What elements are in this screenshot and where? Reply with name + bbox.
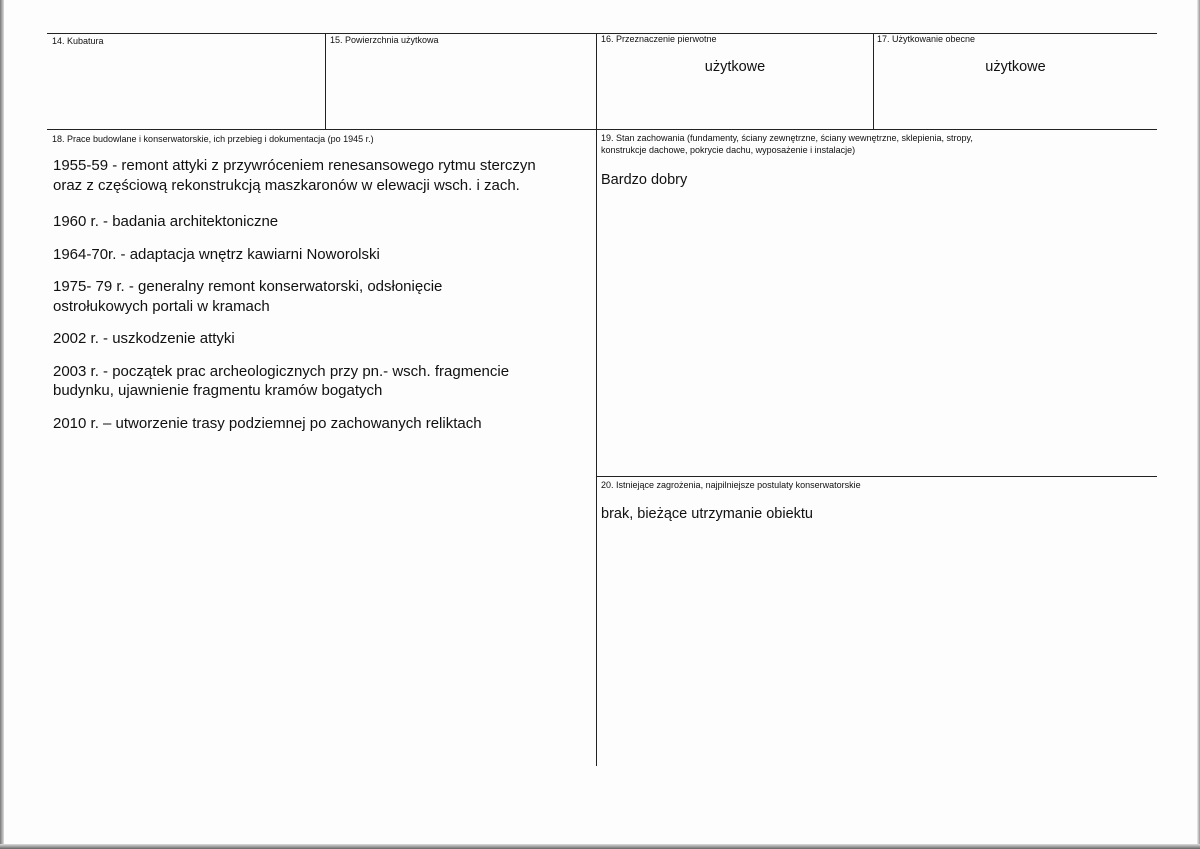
work-entry: 2002 r. - uszkodzenie attyki xyxy=(53,330,235,347)
work-entry: 2003 r. - początek prac archeologicznych przy pn.- wsch. fragmencie budynku, ujawnienie fragmentu kramów bogatych xyxy=(53,362,510,399)
right-column-divider xyxy=(596,476,1157,477)
center-divider xyxy=(596,33,597,766)
field-19-value: Bardzo dobry xyxy=(601,172,688,188)
field-20-value: brak, bieżące utrzymanie obiektu xyxy=(601,506,813,522)
scan-edge-bottom xyxy=(0,844,1200,849)
work-entry: 1960 r. - badania architektoniczne xyxy=(53,213,279,230)
field-20-label: 20. Istniejące zagrożenia, najpilniejsze postulaty konserwatorskie xyxy=(601,480,861,490)
field-16-label: 16. Przeznaczenie pierwotne xyxy=(601,34,717,44)
field-18-label: 18. Prace budowlane i konserwatorskie, ich przebieg i dokumentacja (po 1945 r.) xyxy=(52,134,374,144)
field-14-label: 14. Kubatura xyxy=(52,36,104,46)
divider-14-15 xyxy=(325,33,326,129)
work-entry: 1975- 79 r. - generalny remont konserwatorski, odsłonięcie ostrołukowych portali w kramach xyxy=(53,278,443,315)
field-17-label: 17. Użytkowanie obecne xyxy=(877,34,976,44)
field-19-label-line1: 19. Stan zachowania (fundamenty, ściany zewnętrzne, ściany wewnętrzne, sklepienia, stropy, xyxy=(601,133,973,143)
work-entry: 1964-70r. - adaptacja wnętrz kawiarni Noworolski xyxy=(53,245,380,263)
scan-edge-left xyxy=(0,0,4,849)
field-18-entries xyxy=(53,156,593,446)
field-15-label: 15. Powierzchnia użytkowa xyxy=(330,35,439,45)
work-entry: 1955-59 - remont attyki z przywróceniem renesansowego rytmu sterczyn oraz z częściową rekonstrukcją maszkaronów w elewacji wsch. i zach. xyxy=(53,157,536,194)
work-entry: 2010 r. – utworzenie trasy podziemnej po zachowanych reliktach xyxy=(53,414,482,432)
field-16-value: użytkowe xyxy=(704,59,766,75)
field-17-value: użytkowe xyxy=(985,59,1046,75)
field-19-label-line2: konstrukcje dachowe, pokrycie dachu, wyposażenie i instalacje) xyxy=(601,145,856,155)
row-divider xyxy=(47,129,1157,130)
divider-16-17 xyxy=(873,33,874,129)
